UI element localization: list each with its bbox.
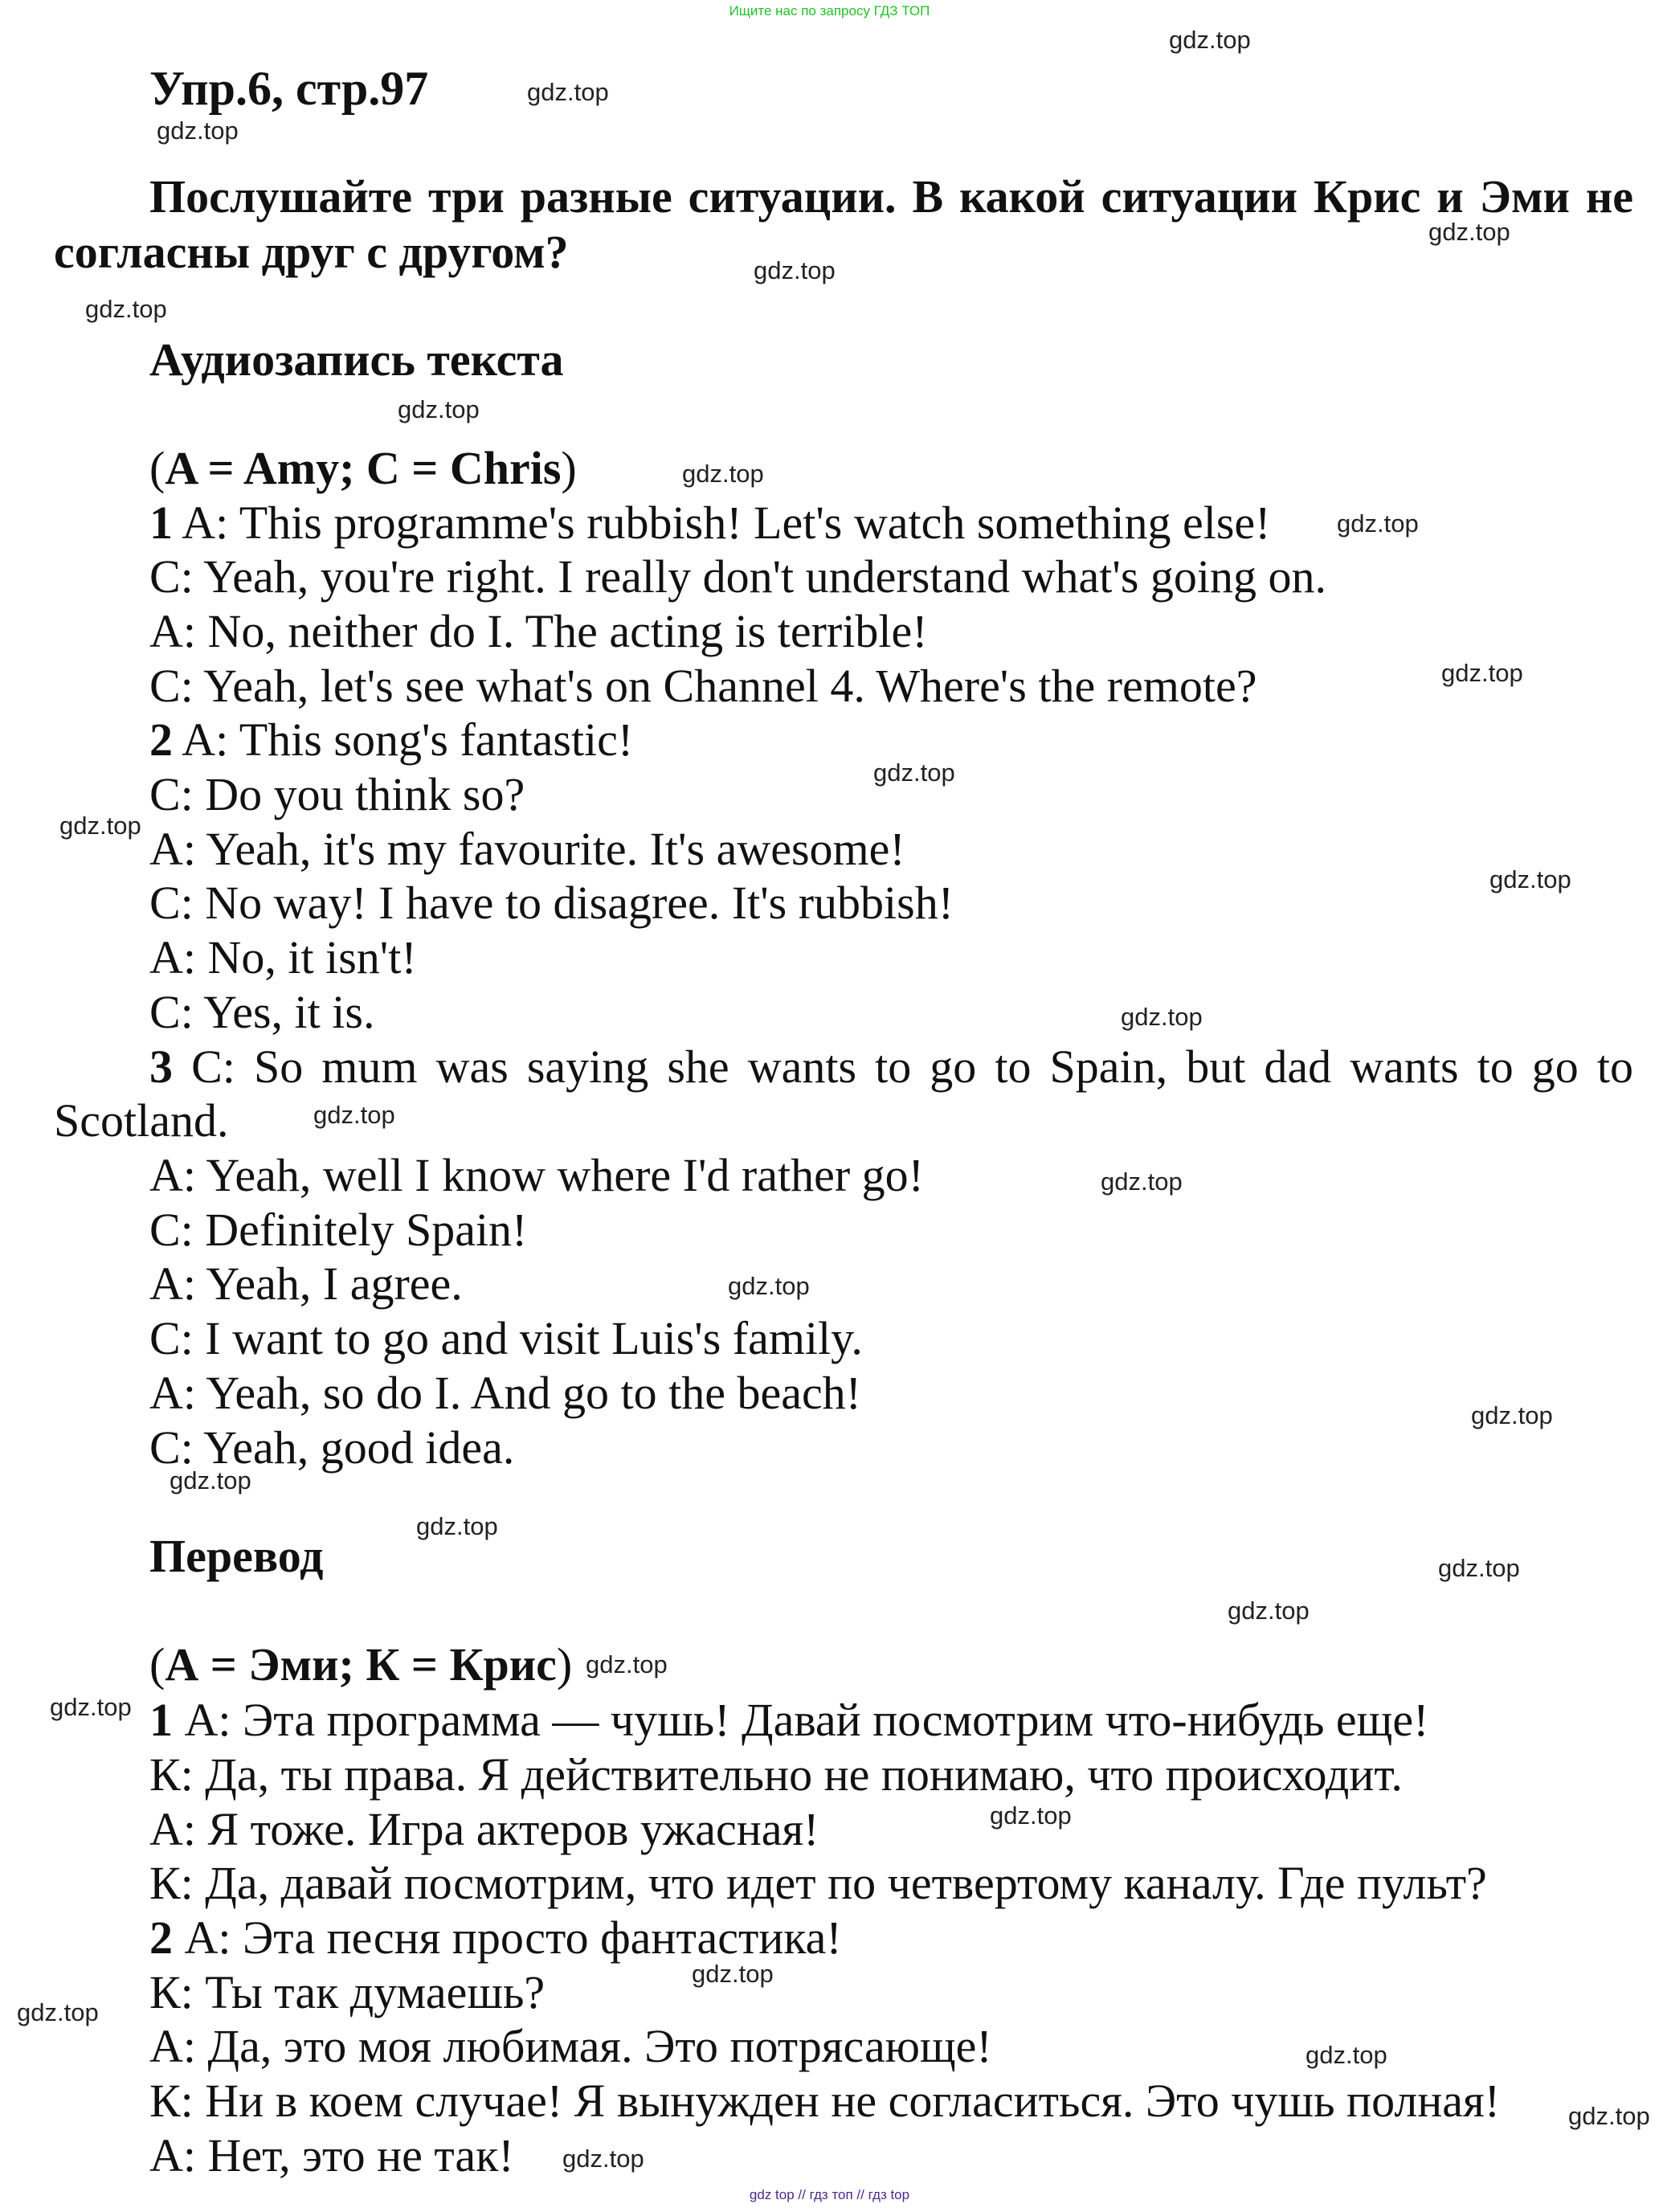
legend-open: ( — [149, 1638, 165, 1691]
watermark: gdz.top — [1306, 2041, 1387, 2069]
line-number: 3 — [149, 1041, 173, 1093]
translation-line — [149, 1856, 1487, 1911]
line-text: А: Я тоже. Игра актеров ужасная! — [149, 1803, 819, 1855]
dialogue-line — [54, 1094, 228, 1148]
watermark: gdz.top — [728, 1272, 810, 1300]
line-text: A: Yeah, so do I. And go to the beach! — [149, 1367, 862, 1419]
line-text: A: Yeah, it's my favourite. It's awesome! — [149, 823, 905, 875]
line-text: C: No way! I have to disagree. It's rubbish! — [149, 877, 954, 929]
watermark: gdz.top — [59, 812, 141, 840]
watermark: gdz.top — [1121, 1003, 1203, 1031]
dialogue-line — [149, 767, 525, 822]
line-text: А: Эта песня просто фантастика! — [173, 1911, 842, 1964]
dialogue-line — [149, 1366, 861, 1421]
dialogue-line — [149, 604, 928, 659]
watermark: gdz.top — [50, 1693, 132, 1721]
watermark: gdz.top — [586, 1650, 668, 1678]
watermark: gdz.top — [562, 2145, 644, 2173]
line-text: А: Эта программа — чушь! Давай посмотрим что-нибудь еще! — [173, 1694, 1429, 1746]
line-text: А: Да, это моя любимая. Это потрясающе! — [149, 2020, 992, 2072]
audio-legend — [149, 441, 577, 496]
dialogue-line — [149, 550, 1326, 604]
dialogue-line — [149, 1040, 1633, 1094]
line-text: A: No, it isn't! — [149, 931, 417, 983]
line-text: Scotland. — [54, 1094, 229, 1147]
dialogue-line — [149, 822, 905, 877]
translation-heading: Перевод — [149, 1530, 324, 1582]
dialogue-line — [149, 1148, 924, 1203]
line-number: 2 — [149, 713, 173, 766]
translation-line — [149, 2074, 1500, 2128]
watermark: gdz.top — [1169, 26, 1251, 54]
dialogue-line — [149, 659, 1257, 713]
legend-close: ) — [561, 442, 577, 494]
line-number: 2 — [149, 1911, 173, 1964]
dialogue-line — [149, 1203, 527, 1257]
translation-line — [149, 1802, 819, 1857]
watermark: gdz.top — [1471, 1401, 1553, 1429]
watermark: gdz.top — [416, 1512, 498, 1540]
watermark: gdz.top — [1438, 1554, 1520, 1582]
line-text: К: Да, давай посмотрим, что идет по четвертому каналу. Где пульт? — [149, 1857, 1487, 1909]
watermark: gdz.top — [17, 1998, 99, 2026]
dialogue-line — [149, 876, 954, 930]
watermark: gdz.top — [157, 117, 239, 145]
watermark: gdz.top — [170, 1466, 251, 1494]
line-text: C: So mum was saying she wants to go to Spain, but dad wants to go to — [173, 1041, 1633, 1093]
watermark: gdz.top — [692, 1960, 774, 1988]
watermark: gdz.top — [873, 758, 955, 787]
watermark: gdz.top — [1441, 659, 1523, 687]
legend-open: ( — [149, 442, 165, 494]
line-text: A: This song's fantastic! — [173, 713, 634, 766]
dialogue-line — [149, 1257, 463, 1311]
watermark: gdz.top — [85, 295, 167, 323]
translation-legend — [149, 1638, 572, 1692]
line-text: C: Definitely Spain! — [149, 1204, 528, 1256]
bottom-banner: gdz top // гдз топ // гдз top — [749, 2187, 910, 2202]
watermark: gdz.top — [1228, 1597, 1310, 1625]
watermark: gdz.top — [990, 1801, 1072, 1830]
line-number: 1 — [149, 497, 173, 549]
dialogue-line — [149, 496, 1270, 550]
translation-line — [149, 1748, 1403, 1802]
watermark: gdz.top — [1101, 1167, 1183, 1196]
line-text: К: Да, ты права. Я действительно не понимаю, что происходит. — [149, 1748, 1403, 1801]
line-text: A: Yeah, well I know where I'd rather go! — [149, 1149, 924, 1201]
translation-line — [149, 2128, 514, 2183]
watermark: gdz.top — [527, 78, 609, 106]
legend-text: А = Эми; К = Крис — [165, 1638, 557, 1691]
watermark: gdz.top — [1568, 2102, 1650, 2130]
exercise-title: Упр.6, стр.97 — [149, 62, 429, 115]
watermark: gdz.top — [398, 395, 480, 423]
line-text: A: Yeah, I agree. — [149, 1257, 463, 1310]
watermark: gdz.top — [754, 256, 836, 284]
watermark: gdz.top — [1337, 509, 1419, 538]
dialogue-line — [149, 930, 417, 985]
line-number: 1 — [149, 1694, 173, 1746]
legend-close: ) — [556, 1638, 573, 1691]
line-text: C: Do you think so? — [149, 768, 525, 820]
line-text: A: This programme's rubbish! Let's watch something else! — [173, 497, 1271, 549]
line-text: C: Yeah, you're right. I really don't understand what's going on. — [149, 550, 1327, 603]
top-banner: Ищите нас по запросу ГДЗ ТОП — [729, 3, 930, 18]
audio-heading: Аудиозапись текста — [149, 333, 564, 386]
task-line: согласны друг с другом? — [54, 226, 569, 278]
dialogue-line — [149, 1311, 863, 1366]
translation-line — [149, 1965, 545, 2020]
translation-line — [149, 1911, 842, 1965]
dialogue-line — [149, 985, 374, 1040]
line-text: C: Yes, it is. — [149, 986, 375, 1038]
line-text: C: I want to go and visit Luis's family. — [149, 1312, 863, 1364]
task-line: Послушайте три разные ситуации. В какой ситуации Крис и Эми не — [149, 170, 1633, 223]
line-text: К: Ни в коем случае! Я вынужден не согласиться. Это чушь полная! — [149, 2075, 1501, 2127]
line-text: К: Ты так думаешь? — [149, 1966, 546, 2018]
watermark: gdz.top — [313, 1101, 395, 1129]
translation-line — [149, 2019, 992, 2074]
watermark: gdz.top — [682, 460, 764, 488]
translation-line — [149, 1693, 1428, 1748]
line-text: А: Нет, это не так! — [149, 2129, 514, 2181]
dialogue-line — [149, 713, 633, 767]
line-text: A: No, neither do I. The acting is terrible! — [149, 605, 928, 657]
watermark: gdz.top — [1428, 218, 1510, 246]
line-text: C: Yeah, good idea. — [149, 1421, 515, 1474]
watermark: gdz.top — [1489, 865, 1571, 893]
line-text: C: Yeah, let's see what's on Channel 4. Where's the remote? — [149, 660, 1257, 712]
legend-text: A = Amy; C = Chris — [165, 442, 562, 494]
